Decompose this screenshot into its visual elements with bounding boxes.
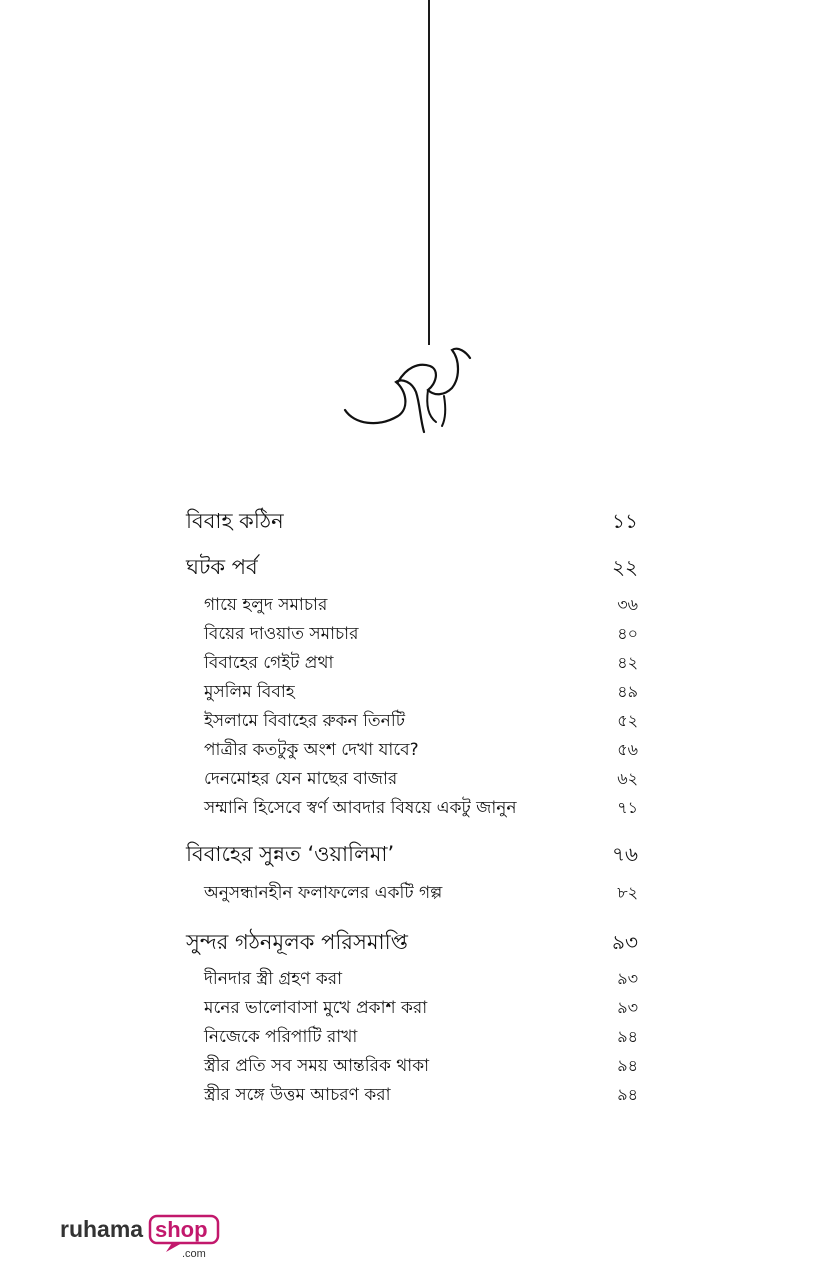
- toc-entry-title: স্ত্রীর সঙ্গে উত্তম আচরণ করা: [204, 1085, 391, 1105]
- toc-subentry: [186, 880, 638, 908]
- toc-entry-page: ৭৬: [611, 842, 638, 866]
- toc-entry: [186, 551, 638, 586]
- toc-entry-page: ৯৩: [612, 930, 638, 954]
- toc-subentry: [186, 737, 638, 765]
- toc-entry-page: ২২: [611, 555, 638, 579]
- toc-entry-title: দীনদার স্ত্রী গ্রহণ করা: [204, 969, 343, 989]
- toc-subentry: [186, 966, 638, 994]
- title-calligraphy: [340, 338, 475, 438]
- toc-entry-page: ১১: [612, 509, 638, 533]
- toc-entry-page: ৪৯: [617, 682, 638, 701]
- toc-subentry: [186, 766, 638, 794]
- toc-entry-title: ঘটক পর্ব: [186, 555, 258, 579]
- toc-entry-title: মনের ভালোবাসা মুখে প্রকাশ করা: [204, 998, 428, 1018]
- toc-entry-page: ৪০: [617, 624, 638, 643]
- toc-entry-title: বিবাহের গেইট প্রথা: [204, 653, 334, 673]
- toc-entry-page: ৪২: [617, 653, 638, 672]
- logo-speech-tail: [166, 1243, 182, 1252]
- logo-domain-suffix: .com: [182, 1248, 206, 1260]
- hanging-line: [428, 0, 430, 345]
- toc-entry-page: ৯৩: [617, 998, 638, 1017]
- toc-entry-page: ৮২: [617, 883, 638, 902]
- toc-entry-page: ৭১: [617, 798, 638, 817]
- toc-entry: [186, 926, 638, 961]
- toc-entry-title: বিবাহের সুন্নত ‘ওয়ালিমা’: [186, 842, 395, 866]
- toc-entry-title: দেনমোহর যেন মাছের বাজার: [204, 769, 398, 789]
- toc-entry-title: বিবাহ কঠিন: [186, 509, 284, 533]
- toc-entry-title: মুসলিম বিবাহ: [204, 682, 295, 702]
- toc-subentry: [186, 1082, 638, 1110]
- toc-subentry: [186, 995, 638, 1023]
- toc-entry-page: ৯৪: [617, 1027, 638, 1046]
- toc-entry-page: ৯৩: [617, 969, 638, 988]
- toc-subentry: [186, 708, 638, 736]
- toc-entry-title: বিয়ের দাওয়াত সমাচার: [204, 624, 359, 644]
- toc-subentry: [186, 592, 638, 620]
- toc-entry-title: গায়ে হলুদ সমাচার: [204, 595, 328, 615]
- toc-entry-page: ৫২: [617, 711, 638, 730]
- logo-word-ruhama: ruhama: [60, 1216, 144, 1242]
- logo-word-shop: shop: [155, 1217, 208, 1242]
- toc-entry-title: অনুসন্ধানহীন ফলাফলের একটি গল্প: [204, 883, 443, 903]
- ruhamashop-logo: [60, 1212, 230, 1260]
- toc-entry-page: ৫৬: [617, 740, 638, 759]
- toc-entry: [186, 838, 638, 873]
- toc-subentry: [186, 621, 638, 649]
- toc-entry-title: নিজেকে পরিপাটি রাখা: [204, 1027, 358, 1047]
- toc-subentry: [186, 1053, 638, 1081]
- toc-entry-page: ৯৪: [617, 1056, 638, 1075]
- toc-subentry: [186, 679, 638, 707]
- toc-entry-page: ৬২: [617, 769, 638, 788]
- toc-entry-page: ৩৬: [617, 595, 638, 614]
- toc-subentry: [186, 795, 638, 823]
- toc-entry-title: সম্মানি হিসেবে স্বর্ণ আবদার বিষয়ে একটু জানুন: [204, 798, 517, 818]
- toc-entry-page: ৯৪: [617, 1085, 638, 1104]
- toc-entry: [186, 505, 638, 540]
- toc-subentry: [186, 1024, 638, 1052]
- toc-entry-title: স্ত্রীর প্রতি সব সময় আন্তরিক থাকা: [204, 1056, 430, 1076]
- toc-entry-title: সুন্দর গঠনমূলক পরিসমাপ্তি: [186, 930, 408, 954]
- toc-entry-title: ইসলামে বিবাহের রুকন তিনটি: [204, 711, 405, 731]
- toc-entry-title: পাত্রীর কতটুকু অংশ দেখা যাবে?: [204, 740, 419, 760]
- toc-subentry: [186, 650, 638, 678]
